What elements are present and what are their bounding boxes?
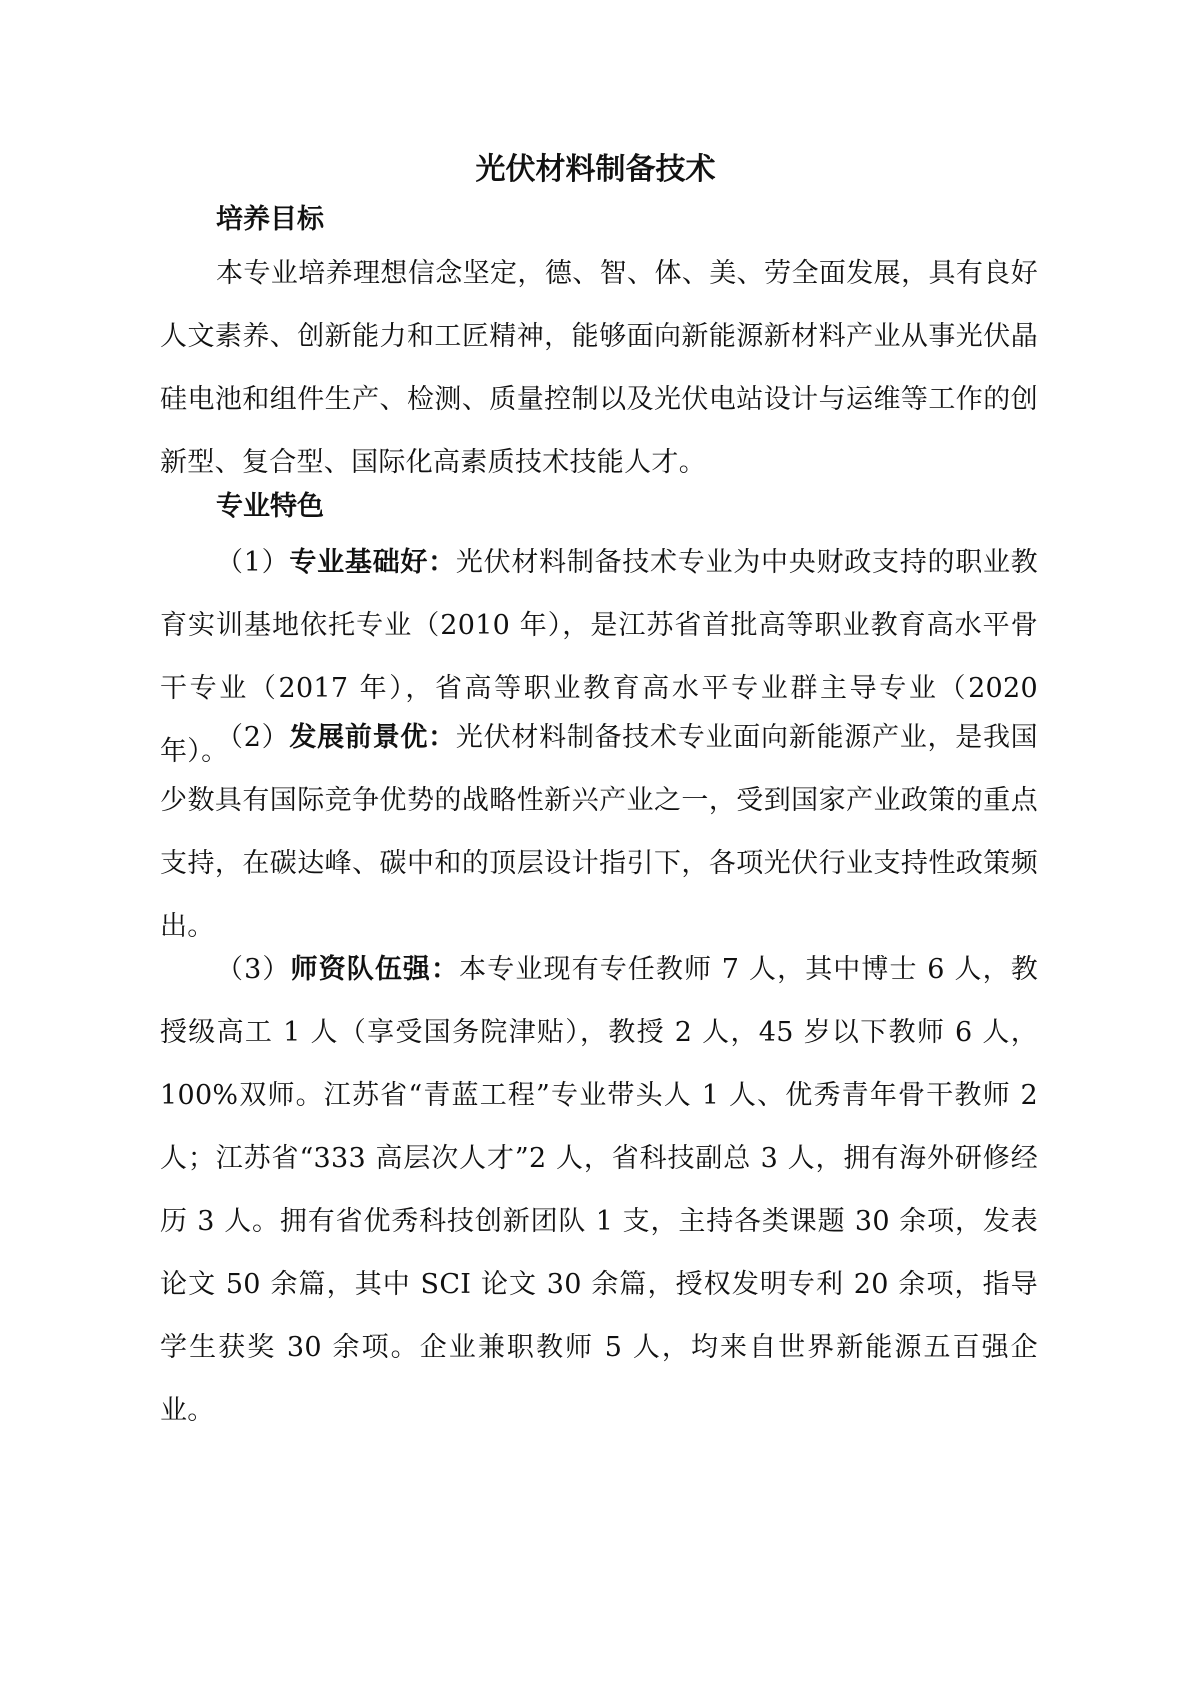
feature-item-3 (160, 938, 1038, 1442)
section-heading-objectives: 培养目标 (216, 204, 324, 235)
document-title: 光伏材料制备技术 (475, 152, 716, 187)
feature-item-prefix: （2） (216, 722, 290, 753)
feature-item-prefix: （3） (216, 954, 291, 985)
feature-item-text: 光伏材料制备技术专业面向新能源产业，是我国少数具有国际竞争优势的战略性新兴产业之一，受到国家产业政策的重点支持，在碳达峰、碳中和的顶层设计指引下，各项光伏行业支持性政策频出。 (160, 722, 1038, 942)
feature-item-label: 师资队伍强： (290, 954, 460, 985)
feature-item-2 (160, 706, 1038, 958)
feature-item-text: 本专业现有专任教师 7 人，其中博士 6 人，教授级高工 1 人（享受国务院津贴），教授 2 人，45 岁以下教师 6 人，100%双师。江苏省“青蓝工程”专业带头人 1 人、优秀青年骨干教师 2 人；江苏省“333 高层次人才”2 人，省科技副总 3 人，拥有海外研修经历 3 人。拥有省优秀科技创新团队 1 支，主持各类课题 30 余项，发表论文 50 余篇，其中 SCI 论文 30 余篇，授权发明专利 20 余项，指导学生获奖 30 余项。企业兼职教师 5 人，均来自世界新能源五百强企业。 (160, 954, 1038, 1426)
objectives-paragraph: 本专业培养理想信念坚定，德、智、体、美、劳全面发展，具有良好人文素养、创新能力和工匠精神，能够面向新能源新材料产业从事光伏晶硅电池和组件生产、检测、质量控制以及光伏电站设计与运维等工作的创新型、复合型、国际化高素质技术技能人才。 (160, 258, 1038, 478)
feature-item-label: 发展前景优： (289, 722, 456, 753)
section-heading-features: 专业特色 (216, 491, 324, 522)
feature-item-prefix: （1） (216, 547, 290, 578)
feature-item-text: 光伏材料制备技术专业为中央财政支持的职业教育实训基地依托专业（2010 年），是江苏省首批高等职业教育高水平骨干专业（2017 年），省高等职业教育高水平专业群主导专业（2020 年）。 (160, 547, 1038, 767)
feature-item-label: 专业基础好： (289, 547, 456, 578)
